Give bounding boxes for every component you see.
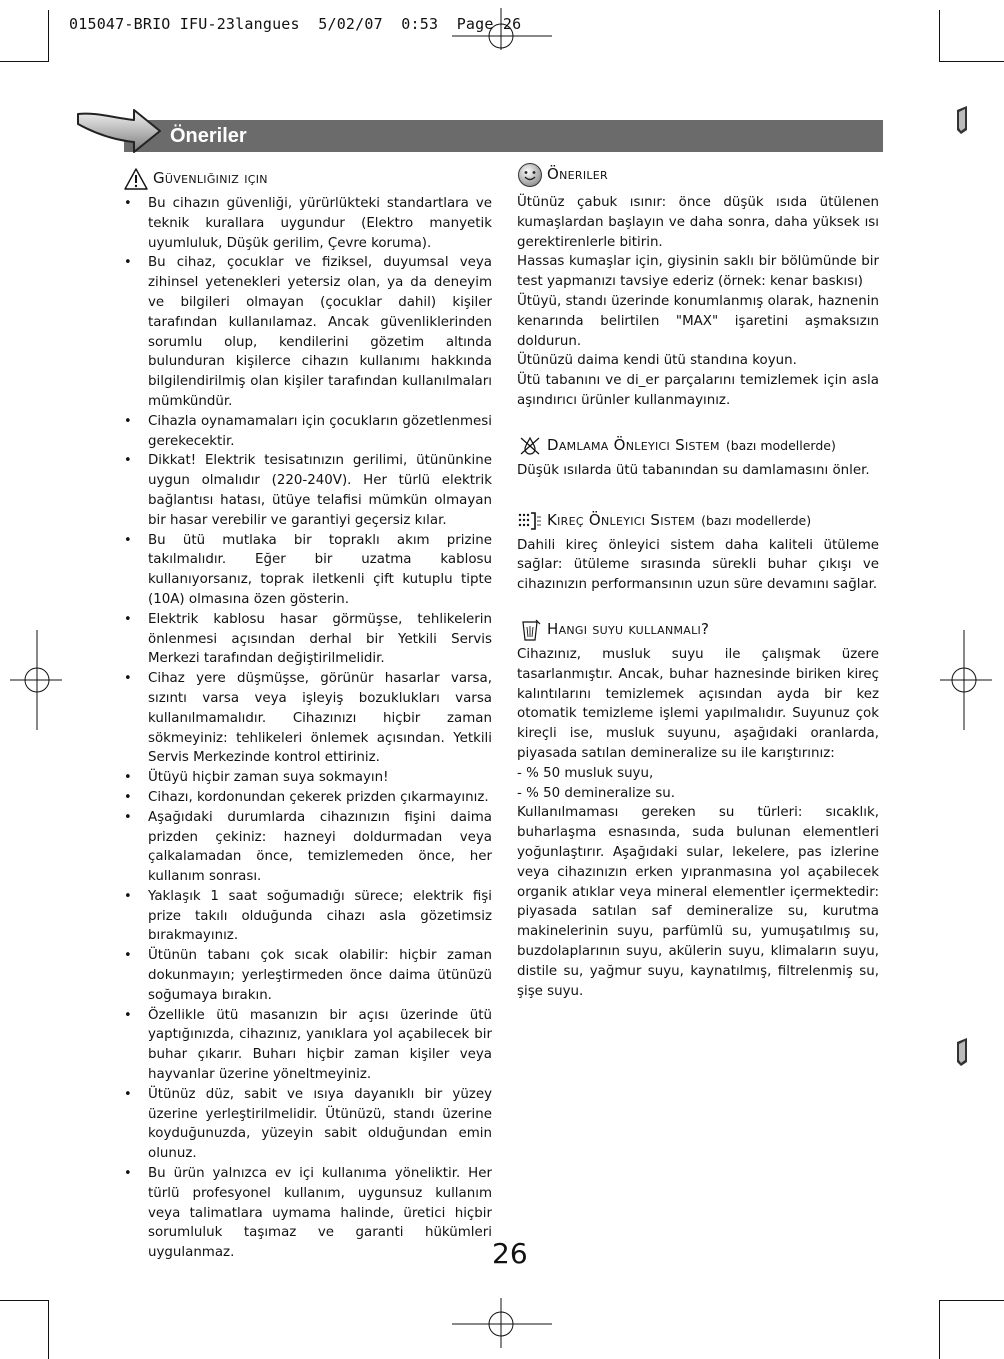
crop-mark [939, 1300, 940, 1359]
water-heading: Hangi suyu kullanmalı? [517, 618, 879, 642]
crop-mark [939, 10, 940, 62]
margin-tab-icon [955, 1038, 969, 1066]
list-item: • Ütünüz düz, sabit ve ısıya dayanıklı bir yüzey üzerine yerleştirilmelidir. Ütünüzü, standı üzerine koyduğunuzda, yüzeyin sabit olduğundan emin olunuz. [123, 1085, 492, 1164]
water-glass-icon [517, 619, 543, 641]
warning-triangle-icon [123, 168, 149, 190]
tip-paragraph: Hassas kumaşlar için, giysinin saklı bir bölümünde bir test yapmanızı tavsiye ederiz (örnek: kenar baskısı) [517, 254, 879, 290]
model-note: (bazı modellerde) [701, 512, 812, 528]
crop-mark [48, 10, 49, 62]
tip-paragraph: Ütüyü, standı üzerinde konumlanmış olarak, haznenin kenarında belirtilen "MAX" işaretini aşmaksızın doldurun. [517, 293, 879, 349]
list-item: • Elektrik kablosu hasar görmüşse, tehlikelerin önlenmesi açısından derhal bir Yetkili Servis Merkezi tarafından değiştirilmelidir. [123, 610, 492, 669]
crop-mark [0, 61, 48, 62]
tip-paragraph: Ütünüz çabuk ısınır: önce düşük ısıda ütülenen kumaşlardan başlayın ve daha sonra, daha yüksek ısı gerektirenlerle bitirin. [517, 195, 879, 250]
list-item: • Cihaz yere düşmüşse, görünür hasarlar varsa, sızıntı varsa veya işleyiş bozuklukları varsa kullanılmamalıdır. Cihazınızı hiçbir zaman sökmeyiniz: tehlikeleri önlemek açısından. Yetkili Servis Merkezinde kontrol ettiriniz. [123, 669, 492, 768]
water-paragraph: Kullanılmaması gereken su türleri: sıcaklık, buharlaşma esnasında, suda bulunan elementleri yoğunlaştırır. Aşağıdaki sular, lekelere, pas izlerine veya cihazınızın erken yıpranmasına yol açabilecek organik atıklar veya mineral elementler içermektedir: piyasada satılan saf demineralize su, kurutma makinelerinin suyu, parfümlü su, yumuşatılmış su, buzdolaplarının suyu, akülerin suyu, klimaların suyu, distile su, yağmur suyu, kaynatılmış, filtrelenmiş su, şişe suyu. [517, 805, 879, 999]
crop-mark [0, 1300, 48, 1301]
registration-mark-icon [10, 630, 62, 730]
registration-mark-icon [940, 630, 992, 730]
anti-drip-text: Düşük ısılarda ütü tabanından su damlamasını önler. [517, 462, 870, 478]
tip-paragraph: Ütünüzü daima kendi ütü standına koyun. [517, 353, 797, 369]
list-item: • Bu cihaz, çocuklar ve fiziksel, duyumsal veya zihinsel yetenekleri yetersiz olan, ya da deneyim ve bilgileri olmayan (çocuklar dahil) kişiler tarafından kullanılamaz. Ancak güvenliklerinden sorumlu olup, kendilerini gözetim altında bulunduran kişilerce cihazın kullanımı hakkında bilgilendirilmiş olan kişiler tarafından kullanılmaları mümkündür. [123, 253, 492, 411]
registration-mark-icon [452, 8, 552, 50]
list-item: • Yaklaşık 1 saat soğumadığı sürece; elektrik fişi prize takılı olduğunda cihazı asla gözetimsiz bırakmayınız. [123, 887, 492, 946]
safety-heading: Güvenliğiniz için [123, 167, 492, 191]
list-item: • Bu ürün yalnızca ev içi kullanıma yöneliktir. Her türlü profesyonel kullanım, uygunsuz kullanım veya talimatlara uymama halinde, üretici hiçbir sorumluluk taşımaz ve garanti hükümleri uygulanmaz. [123, 1164, 492, 1263]
registration-mark-icon [452, 1298, 552, 1348]
print-slug: 015047-BRIO IFU-23langues 5/02/07 0:53 Page 26 [69, 15, 522, 33]
page-title: Öneriler [170, 125, 247, 147]
smiley-icon [517, 162, 543, 188]
tips-column [517, 160, 879, 1001]
list-item: • Ütüyü hiçbir zaman suya sokmayın! [123, 768, 492, 788]
anti-scale-icon [517, 511, 543, 531]
list-item: • Ütünün tabanı çok sıcak olabilir: hiçbir zaman dokunmayın; yerleştirmeden önce daima ütünüzü soğumaya bırakın. [123, 946, 492, 1005]
list-item: • Bu ütü mutlaka bir topraklı akım prizine takılmalıdır. Eğer bir uzatma kablosu kullanıyorsanız, toprak iletkenli çift kutuplu tipte (10A) olmasına özen gösterin. [123, 531, 492, 610]
water-paragraph: - % 50 musluk suyu, [517, 765, 654, 781]
anti-drip-icon [517, 436, 543, 456]
anti-scale-heading: Kireç Önleyici Sistem (bazı modellerde) [517, 509, 879, 533]
model-note: (bazı modellerde) [725, 437, 836, 453]
tip-paragraph: Ütü tabanını ve di_er parçalarını temizlemek için asla aşındırıcı ürünler kullanmayınız. [517, 373, 879, 408]
list-item: • Aşağıdaki durumlarda cihazınızın fişini daima prizden çekiniz: hazneyi doldurmadan veya çalkalamadan önce, temizlemeden önce, her kullanım sonrası. [123, 808, 492, 887]
crop-mark [940, 1300, 1004, 1301]
list-item: • Bu cihazın güvenliği, yürürlükteki standartlara ve teknik kurallara uygundur (Elektro manyetik uyumluluk, Düşük gerilim, Çevre koruma). [123, 194, 492, 253]
water-paragraph: Cihazınız, musluk suyu ile çalışmak üzere tasarlanmıştır. Ancak, buhar haznesinde biriken kireç kalıntılarını temizlemek açısından ayda bir kez otomatik temizleme işlemi yapılmalıdır. Suyunuz çok kireçli ise, musluk suyunu, aşağıdaki oranlarda, piyasada satılan demineralize su ile karıştırınız: [517, 646, 879, 761]
anti-scale-text: Dahili kireç önleyici sistem daha kaliteli ütüleme sağlar: ütüleme sırasında sürekli buhar çıkışı ve cihazınızın performansının uzun süre devamını sağlar. [517, 537, 879, 593]
crop-mark [940, 61, 1004, 62]
anti-drip-heading: Damlama Önleyici Sistem (bazı modellerde) [517, 434, 879, 458]
water-paragraph: - % 50 demineralize su. [517, 785, 675, 801]
tips-heading: Öneriler [517, 160, 879, 190]
safety-list [123, 194, 492, 1263]
crop-mark [48, 1300, 49, 1359]
margin-tab-icon [955, 106, 969, 134]
page-number: 26 [492, 1237, 528, 1270]
list-item: • Cihazı, kordonundan çekerek prizden çıkarmayınız. [123, 788, 492, 808]
list-item: • Özellikle ütü masanızın bir açısı üzerinde ütü yaptığınızda, cihazınız, yanıklara yol açabilecek bir buhar çıkarır. Buharı hiçbir zaman kişiler veya hayvanlar üzerine yöneltmeyiniz. [123, 1006, 492, 1085]
arrow-icon [74, 104, 166, 156]
list-item: • Dikkat! Elektrik tesisatınızın gerilimi, ütününkine uygun olmalıdır (220-240V). Her türlü elektrik bağlantısı hatası, ütüye telafisi mümkün olmayan bir hasar verebilir ve garantiyi geçersiz kılar. [123, 451, 492, 530]
list-item: • Cihazla oynamamaları için çocukların gözetlenmesi gerekecektir. [123, 412, 492, 452]
safety-column [123, 167, 492, 1263]
